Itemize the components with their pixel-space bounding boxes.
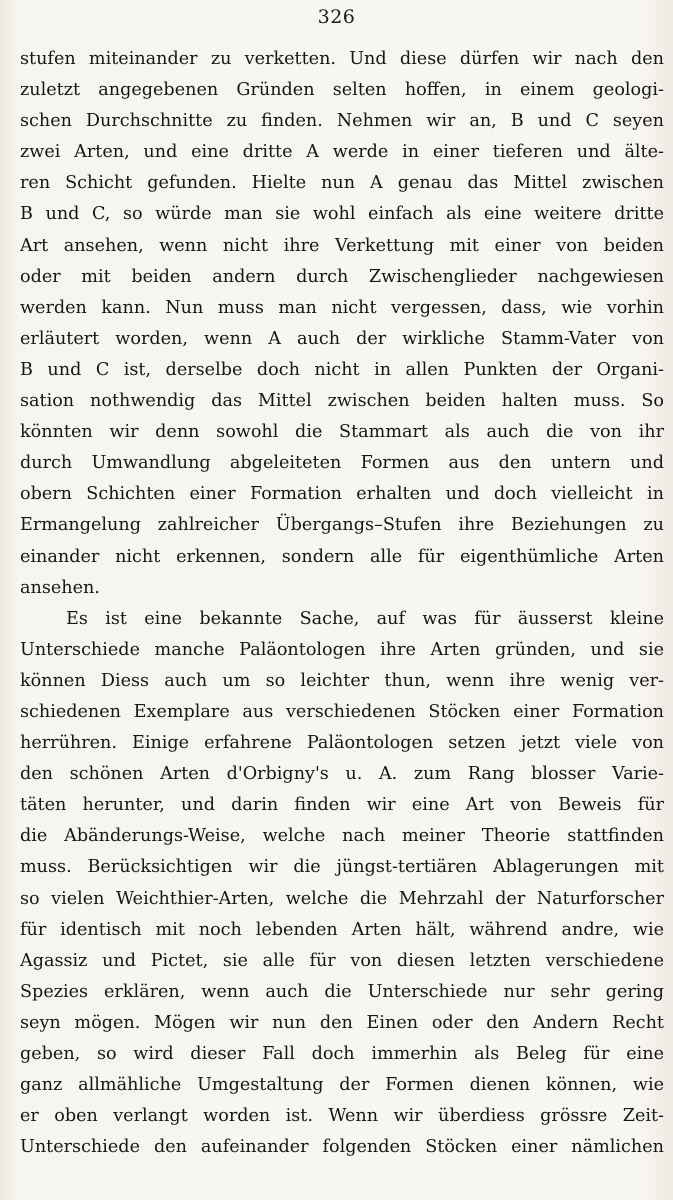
text-line: stufen miteinander zu verketten. Und diese dürfen wir nach den xyxy=(20,49,664,69)
text-line: durch Umwandlung abgeleiteten Formen aus den untern und xyxy=(20,453,664,474)
text-line: einander nicht erkennen, sondern alle für eigenthümliche Arten xyxy=(20,546,664,567)
text-line: oder mit beiden andern durch Zwischenglieder nachgewiesen xyxy=(20,266,664,287)
text-line: sation nothwendig das Mittel zwischen beiden halten muss. So xyxy=(20,391,664,412)
text-line: Es ist eine bekannte Sache, auf was für äusserst kleine xyxy=(66,608,664,629)
text-line: herrühren. Einige erfahrene Paläontologen setzen jetzt viele von xyxy=(20,733,664,754)
text-line: könnten wir denn sowohl die Stammart als auch die von ihr xyxy=(20,422,664,443)
text-line: er oben verlangt worden ist. Wenn wir überdiess grössre Zeit- xyxy=(20,1106,664,1127)
text-line: zuletzt angegebenen Gründen selten hoffen, in einem geologi- xyxy=(20,80,664,101)
text-line: Spezies erklären, wenn auch die Unterschiede nur sehr gering xyxy=(20,981,664,1002)
text-line: Art ansehen, wenn nicht ihre Verkettung mit einer von beiden xyxy=(20,235,664,256)
text-line: Unterschiede den aufeinander folgenden Stöcken einer nämlichen xyxy=(20,1137,664,1158)
text-line: ganz allmähliche Umgestaltung der Formen dienen können, wie xyxy=(20,1075,664,1096)
text-line: erläutert worden, wenn A auch der wirkliche Stamm-Vater von xyxy=(20,328,664,349)
text-line: können Diess auch um so leichter thun, wenn ihre wenig ver- xyxy=(20,670,664,691)
text-line: muss. Berücksichtigen wir die jüngst-tertiären Ablagerungen mit xyxy=(20,857,664,878)
text-line: Agassiz und Pictet, sie alle für von diesen letzten verschiedene xyxy=(20,950,664,971)
text-line: für identisch mit noch lebenden Arten hält, während andre, wie xyxy=(20,919,664,940)
text-line: Ermangelung zahlreicher Übergangs–Stufen ihre Beziehungen zu xyxy=(20,515,664,536)
text-line: schen Durchschnitte zu finden. Nehmen wir an, B und C seyen xyxy=(20,111,664,132)
paragraph-2 xyxy=(20,604,664,1164)
text-line: die Abänderungs-Weise, welche nach meiner Theorie stattfinden xyxy=(20,826,664,847)
text-line: seyn mögen. Mögen wir nun den Einen oder den Andern Recht xyxy=(20,1012,664,1033)
text-line: geben, so wird dieser Fall doch immerhin als Beleg für eine xyxy=(20,1044,664,1064)
text-line: werden kann. Nun muss man nicht vergessen, dass, wie vorhin xyxy=(20,297,664,318)
text-line: schiedenen Exemplare aus verschiedenen Stöcken einer Formation xyxy=(20,701,664,722)
text-line: den schönen Arten d'Orbigny's u. A. zum Rang blosser Varie- xyxy=(20,764,664,785)
paragraph-1 xyxy=(20,44,664,604)
page-number: 326 xyxy=(317,6,356,28)
text-line: so vielen Weichthier-Arten, welche die Mehrzahl der Naturforscher xyxy=(20,888,664,909)
text-line: B und C ist, derselbe doch nicht in allen Punkten der Organi- xyxy=(20,359,664,380)
text-line: B und C, so würde man sie wohl einfach als eine weitere dritte xyxy=(20,204,664,225)
text-line: obern Schichten einer Formation erhalten und doch vielleicht in xyxy=(20,484,664,505)
text-line: täten herunter, und darin finden wir eine Art von Beweis für xyxy=(20,795,664,816)
text-line: ren Schicht gefunden. Hielte nun A genau das Mittel zwischen xyxy=(20,173,664,194)
text-line: zwei Arten, und eine dritte A werde in einer tieferen und älte- xyxy=(20,142,664,163)
text-line: Unterschiede manche Paläontologen ihre Arten gründen, und sie xyxy=(20,639,664,660)
body-text xyxy=(20,44,664,1163)
text-line: ansehen. xyxy=(20,577,100,598)
